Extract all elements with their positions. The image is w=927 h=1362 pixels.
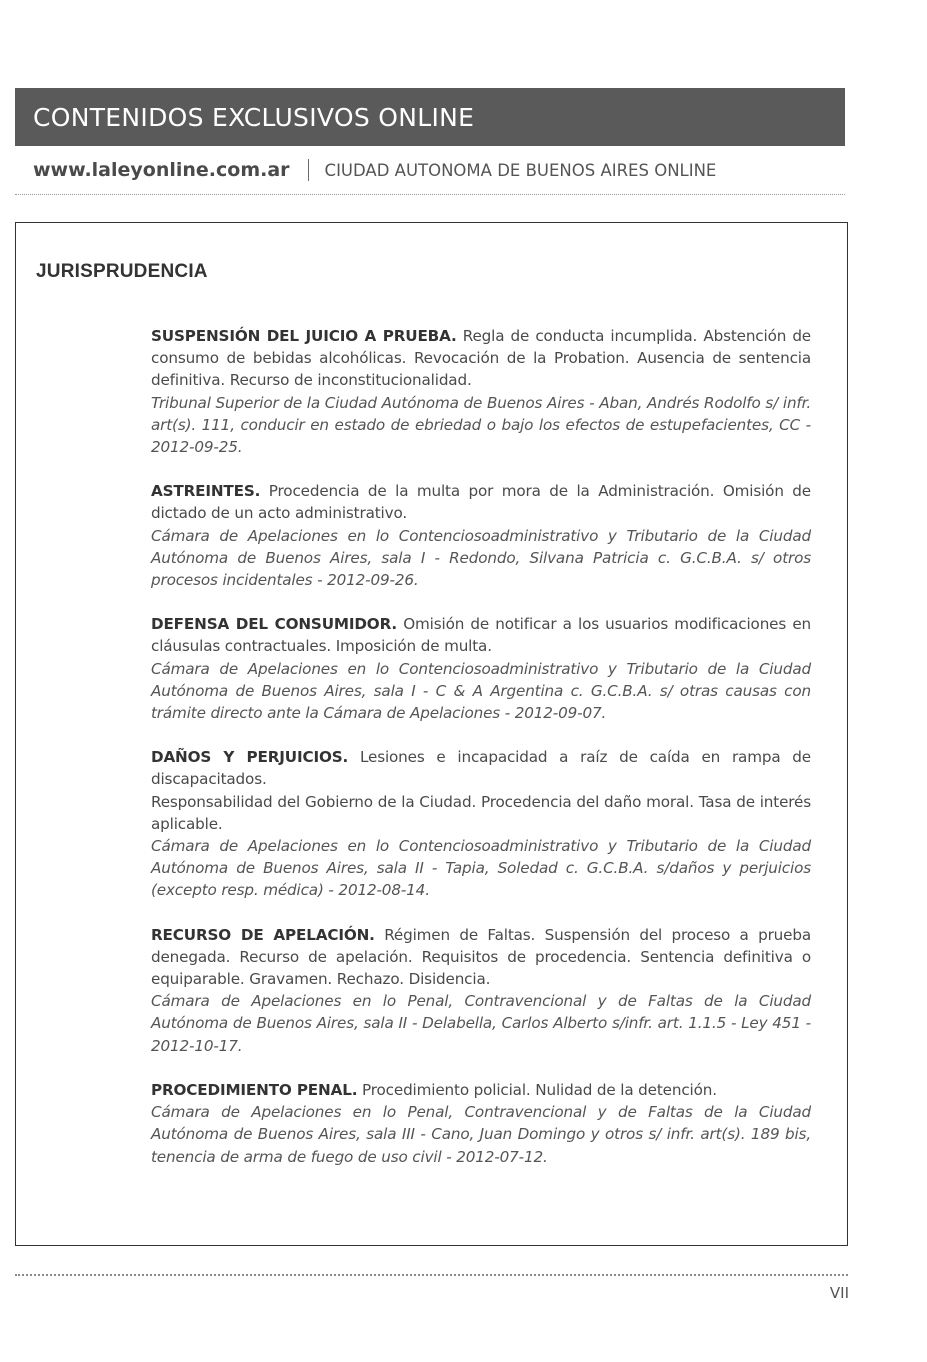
- jurisprudence-box: [15, 222, 848, 1246]
- list-item: [151, 480, 811, 591]
- list-item: [151, 325, 811, 458]
- entry-summary: Régimen de Faltas. Suspensión del proceso a prueba denegada. Recurso de apelación. Requisitos de procedencia. Sentencia definitiva o equiparable. Gravamen. Rechazo. Disidencia.: [151, 925, 811, 989]
- list-item: [151, 746, 811, 901]
- page-number: VII: [829, 1284, 849, 1302]
- top-dotted-divider: [15, 194, 845, 195]
- entry-citation: Cámara de Apelaciones en lo Contenciosoadministrativo y Tributario de la Ciudad Autónoma de Buenos Aires, sala II - Tapia, Soledad c. G.C.B.A. s/daños y perjuicios (excepto resp. médica) - 2012-08-14.: [151, 837, 811, 900]
- list-item: [151, 613, 811, 724]
- entries-list: [151, 325, 811, 1190]
- entry-citation: Cámara de Apelaciones en lo Penal, Contravencional y de Faltas de la Ciudad Autónoma de Buenos Aires, sala II - Delabella, Carlos Alberto s/infr. art. 1.1.5 - Ley 451 - 2012-10-17.: [151, 992, 811, 1055]
- entry-title: RECURSO DE APELACIÓN.: [151, 925, 375, 944]
- entry-citation: Cámara de Apelaciones en lo Contenciosoadministrativo y Tributario de la Ciudad Autónoma de Buenos Aires, sala I - C & A Argentina c. G.C.B.A. s/ otras causas con trámite directo ante la Cámara de Apelaciones - 2012-09-07.: [151, 659, 811, 723]
- site-subheader: [33, 154, 845, 186]
- entry-title: PROCEDIMIENTO PENAL.: [151, 1080, 358, 1099]
- section-heading: JURISPRUDENCIA: [36, 261, 208, 282]
- bottom-dotted-divider: [15, 1274, 848, 1276]
- region-label: CIUDAD AUTONOMA DE BUENOS AIRES ONLINE: [324, 160, 717, 180]
- entry-title: ASTREINTES.: [151, 482, 261, 501]
- entry-title: DAÑOS Y PERJUICIOS.: [151, 748, 349, 767]
- separator-bar: [308, 159, 309, 181]
- entry-summary: Regla de conducta incumplida. Abstención de consumo de bebidas alcohólicas. Revocación de la Probation. Ausencia de sentencia definitiva. Recurso de inconstitucionalidad.: [151, 327, 812, 390]
- entry-title: SUSPENSIÓN DEL JUICIO A PRUEBA.: [151, 327, 457, 345]
- entry-citation: Cámara de Apelaciones en lo Contenciosoadministrativo y Tributario de la Ciudad Autónoma de Buenos Aires, sala I - Redondo, Silvana Patricia c. G.C.B.A. s/ otros procesos incidentales - 2012-09-26.: [151, 526, 811, 590]
- section-banner: [15, 88, 845, 146]
- site-url-link[interactable]: www.laleyonline.com.ar: [33, 159, 290, 181]
- entry-title: DEFENSA DEL CONSUMIDOR.: [151, 615, 398, 634]
- list-item: [151, 1079, 811, 1168]
- entry-summary: Procedimiento policial. Nulidad de la detención.: [362, 1080, 717, 1099]
- entry-extra: Responsabilidad del Gobierno de la Ciudad. Procedencia del daño moral. Tasa de interés aplicable.: [151, 792, 811, 833]
- entry-summary: Lesiones e incapacidad a raíz de caída en rampa de discapacitados.: [151, 748, 811, 789]
- banner-title: CONTENIDOS EXCLUSIVOS ONLINE: [33, 102, 475, 132]
- entry-summary: Omisión de notificar a los usuarios modificaciones en cláusulas contractuales. Imposición de multa.: [151, 615, 811, 656]
- entry-citation: Cámara de Apelaciones en lo Penal, Contravencional y de Faltas de la Ciudad Autónoma de Buenos Aires, sala III - Cano, Juan Domingo y otros s/ infr. art(s). 189 bis, tenencia de arma de fuego de uso civil - 2012-07-12.: [151, 1103, 811, 1166]
- entry-citation: Tribunal Superior de la Ciudad Autónoma de Buenos Aires - Aban, Andrés Rodolfo s/ infr. art(s). 111, conducir en estado de ebriedad o bajo los efectos de estupefacientes, CC - 2012-09-25.: [151, 393, 811, 457]
- list-item: [151, 924, 811, 1057]
- entry-summary: Procedencia de la multa por mora de la Administración. Omisión de dictado de un acto administrativo.: [151, 482, 811, 523]
